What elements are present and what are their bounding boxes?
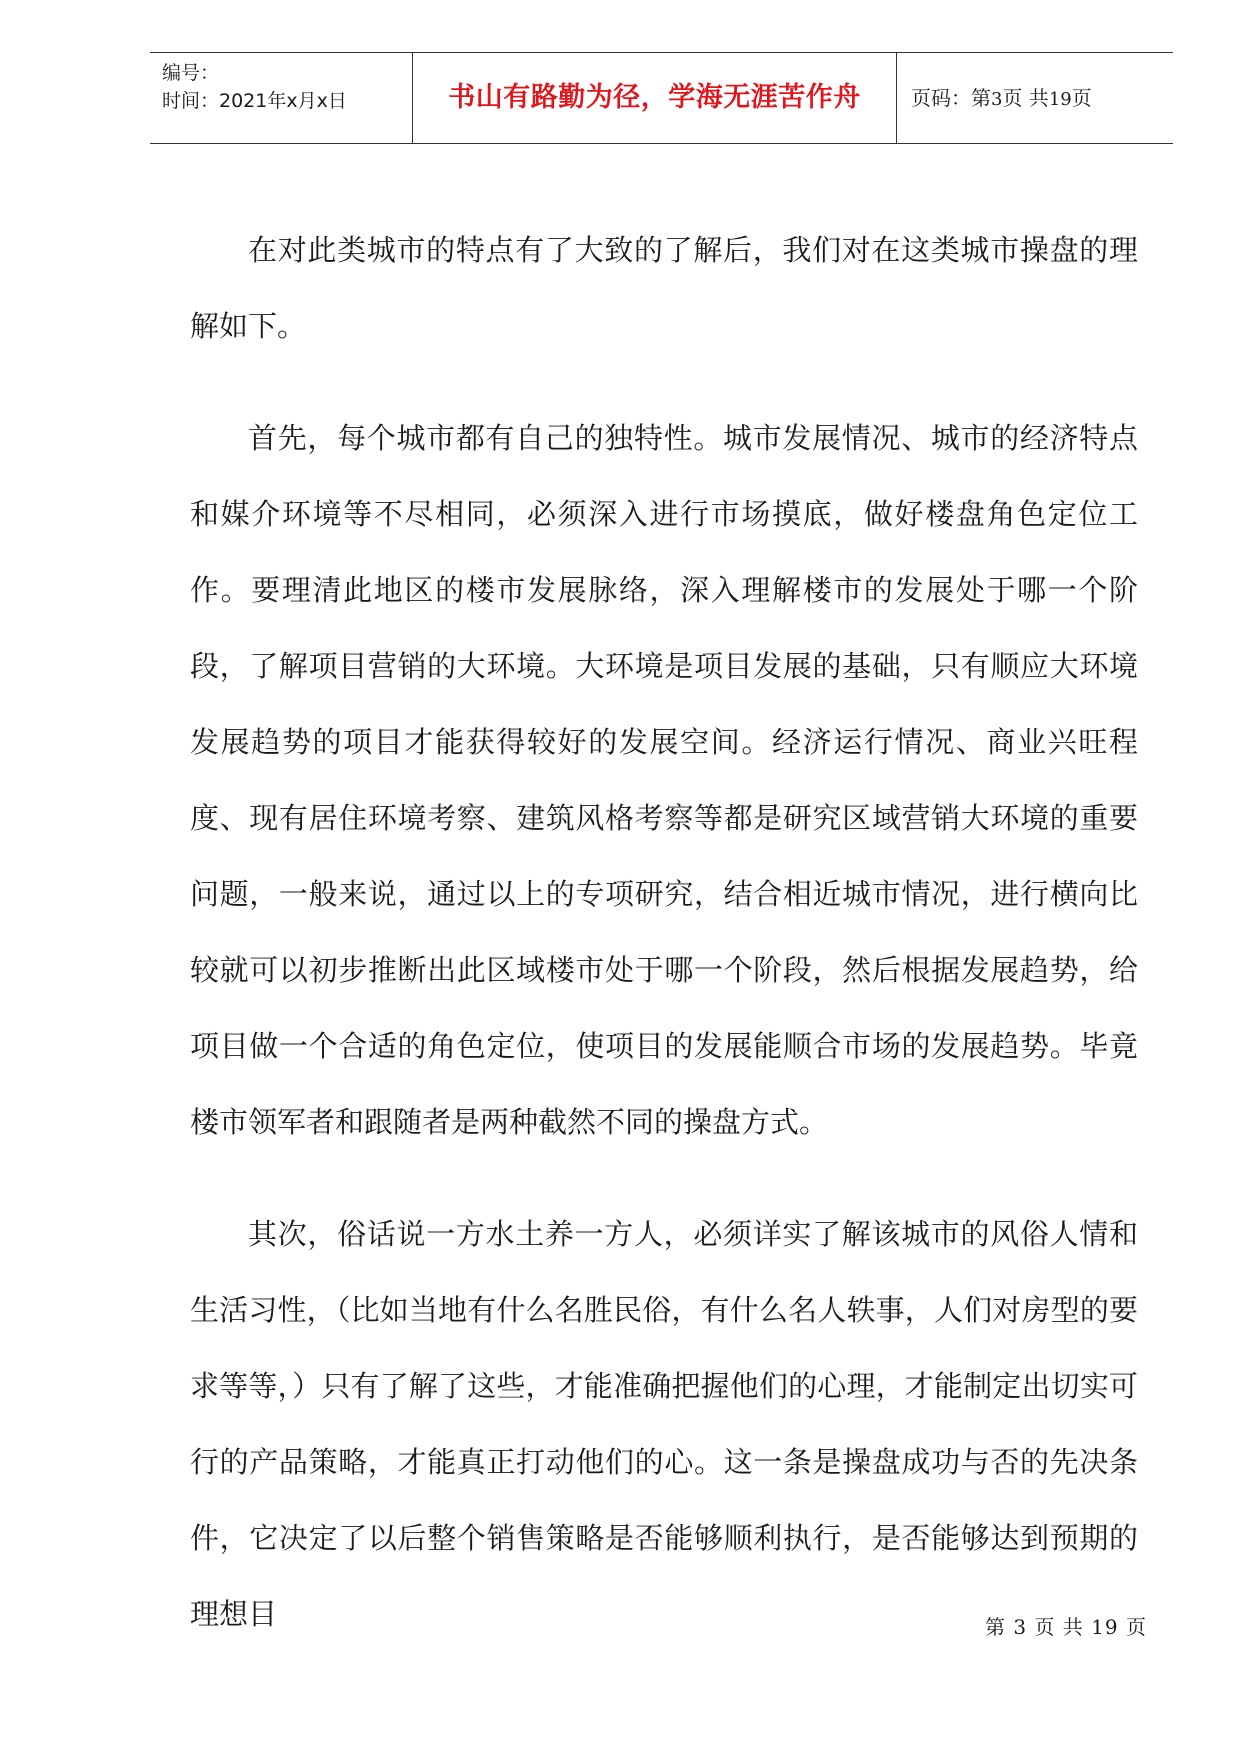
page-current: 3 — [991, 89, 1003, 110]
header-page-number — [897, 53, 1173, 143]
header-motto: 书山有路勤为径，学海无涯苦作舟 — [412, 53, 897, 143]
paragraph: 首先，每个城市都有自己的独特性。城市发展情况、城市的经济特点和媒介环境等不尽相同，必须深入进行市场摸底，做好楼盘角色定位工作。要理清此地区的楼市发展脉络，深入理解楼市的发展处于哪一个阶段，了解项目营销的大环境。大环境是项目发展的基础，只有顺应大环境发展趋势的项目才能获得较好的发展空间。经济运行情况、商业兴旺程度、现有居住环境考察、建筑风格考察等都是研究区域营销大环境的重要问题，一般来说，通过以上的专项研究，结合相近城市情况，进行横向比较就可以初步推断出此区域楼市处于哪一个阶段，然后根据发展趋势，给项目做一个合适的角色定位，使项目的发展能顺合市场的发展趋势。毕竟楼市领军者和跟随者是两种截然不同的操盘方式。 — [190, 421, 1138, 1139]
paragraph: 其次，俗话说一方水土养一方人，必须详实了解该城市的风俗人情和生活习性，（比如当地有什么名胜民俗，有什么名人轶事，人们对房型的要求等等，）只有了解了这些，才能准确把握他们的心理，才能制定出切实可行的产品策略，才能真正打动他们的心。这一条是操盘成功与否的先决条件，它决定了以后整个销售策略是否能够顺利执行，是否能够达到预期的理想目 — [190, 1217, 1138, 1631]
document-body — [190, 212, 1138, 1688]
paragraph: 在对此类城市的特点有了大致的了解后，我们对在这类城市操盘的理解如下。 — [190, 233, 1138, 343]
serial-number-label: 编号： — [162, 62, 220, 84]
page-middle: 页 共 — [1002, 86, 1049, 110]
page-header — [150, 52, 1173, 144]
time-label: 时间：2021年x月x日 — [162, 90, 347, 112]
page-total: 19 — [1048, 89, 1072, 110]
header-meta — [150, 53, 412, 143]
page-suffix: 页 — [1071, 86, 1092, 110]
page-footer: 第 3 页 共 19 页 — [985, 1615, 1147, 1639]
page-prefix: 页码：第 — [911, 86, 991, 110]
